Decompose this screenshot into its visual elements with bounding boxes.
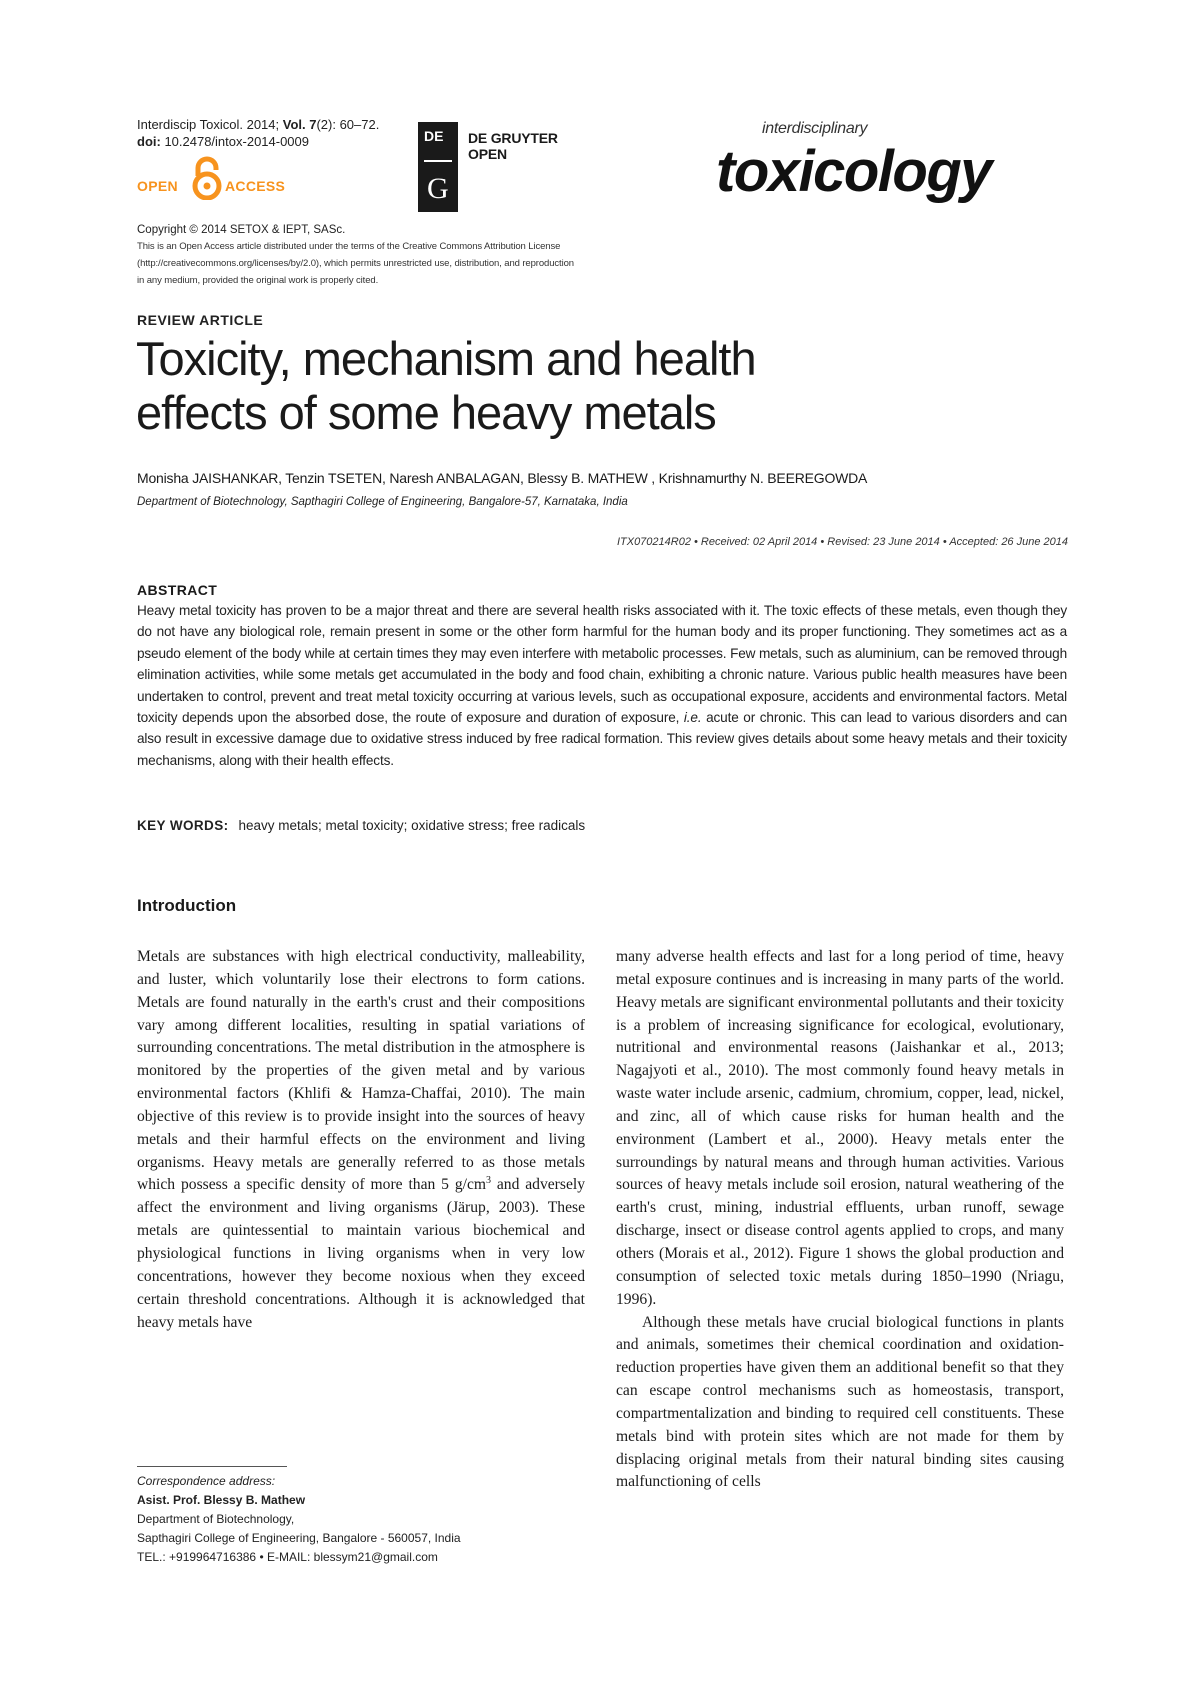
doi-label: doi: (137, 134, 161, 149)
intro-paragraph-1-continued: many adverse health effects and last for a long period of time, heavy metal exposure continues and is increasing in many parts of the world. Heavy metals are significant environmental pollutants and their toxicity is a problem of increasing significance for ecological, evolutionary, nutritional and environmental reasons (Jaishankar et al., 2013; Nagajyoti et al., 2010). The most commonly found heavy metals in waste water include arsenic, cadmium, chromium, copper, lead, nickel, and zinc, all of which cause risks for human health and the environment (Lambert et al., 2000). Heavy metals enter the surroundings by natural means and through human activities. Various sources of heavy metals include soil erosion, natural weathering of the earth's crust, mining, industrial effluents, urban runoff, sewage discharge, insect or disease control agents applied to crops, and many others (Morais et al., 2012). Figure 1 shows the global production and consumption of selected toxic metals during 1850–1990 (Nriagu, 1996). (616, 948, 1064, 1308)
superscript-3: 3 (486, 1175, 491, 1187)
publisher-name-line1: DE GRUYTER (468, 130, 558, 146)
doi-link[interactable]: 10.2478/intox-2014-0009 (160, 134, 310, 149)
open-access-logo (137, 156, 289, 200)
journal-ref-suffix: (2): 60–72. (316, 117, 380, 132)
correspondence-college: Sapthagiri College of Engineering, Bangalore - 560057, India (137, 1531, 461, 1545)
license-notice: This is an Open Access article distributed under the terms of the Creative Commons Attribution License (http://creativecommons.org/licenses/by/2.0), which permits unrestricted use, distribution, and reproduction in any medium, provided the original work is properly cited. (137, 241, 574, 286)
body-column-left (137, 946, 585, 1334)
body-column-right (616, 946, 1064, 1494)
section-heading-introduction: Introduction (137, 896, 237, 915)
padlock-icon (189, 156, 225, 200)
intro-paragraph-2: Although these metals have crucial biological functions in plants and animals, sometimes their chemical coordination and oxidation-reduction properties have given them an additional benefit so that they can escape control mechanisms such as homeostasis, transport, compartmentalization and binding to required cell constituents. These metals bind with protein sites which are not made for them by displacing original metals from their natural binding sites causing malfunctioning of cells (616, 1313, 1064, 1491)
journal-logo: toxicology (716, 139, 992, 204)
correspondence-department: Department of Biotechnology, (137, 1512, 295, 1526)
journal-reference (137, 116, 379, 150)
correspondence-contact[interactable]: TEL.: +919964716386 • E-MAIL: blessym21@gmail.com (137, 1550, 438, 1564)
publisher-name (468, 130, 558, 162)
article-title-line2: effects of some heavy metals (136, 386, 716, 439)
correspondence-label: Correspondence address: (137, 1474, 276, 1488)
intro-paragraph-1 (137, 946, 585, 1334)
abstract-text-part1: Heavy metal toxicity has proven to be a major threat and there are several health risks associated with it. The toxic effects of these metals, even though they do not have any biological role, remain present in some or the other form harmful for the human body and its proper functioning. They sometimes act as a pseudo element of the body while at certain times they may even interfere with metabolic processes. Few metals, such as aluminium, can be removed through elimination activities, while some metals get accumulated in the body and food chain, exhibiting a chronic nature. Various public health measures have been undertaken to control, prevent and treat metal toxicity occurring at various levels, such as occupational exposure, accidents and environmental factors. Metal toxicity depends upon the absorbed dose, the route of exposure and duration of exposure, (137, 603, 1067, 726)
abstract-text-part2: acute or chronic. This can lead to various disorders and can also result in excessive damage due to oxidative stress induced by free radical formation. This review gives details about some heavy metals and their toxicity mechanisms, along with their health effects. (137, 710, 1067, 768)
keywords-label: KEY WORDS: (137, 818, 229, 833)
journal-ref-volume: Vol. 7 (282, 117, 317, 132)
publisher-mark-top: DE (424, 128, 444, 144)
abstract-ie: i.e. (683, 710, 702, 726)
footnote-rule (137, 1466, 287, 1467)
intro-paragraph-1-text-b: and adversely affect the environment and living organisms (Järup, 2003). These metals are quintessential to maintain various biochemical and physiological functions in living organisms when in very low concentrations, however they become noxious when they exceed certain threshold concentrations. Although it is acknowledged that heavy metals have (137, 1176, 585, 1331)
abstract-heading: ABSTRACT (137, 582, 218, 598)
journal-logo-subtitle: interdisciplinary (762, 120, 868, 137)
open-access-left-word: OPEN (137, 178, 178, 194)
open-access-right-word: ACCESS (225, 178, 286, 194)
article-title (136, 332, 916, 440)
journal-ref-prefix: Interdiscip Toxicol. 2014; (137, 117, 283, 132)
intro-paragraph-1-text-a: Metals are substances with high electrical conductivity, malleability, and luster, which voluntarily lose their electrons to form cations. Metals are found naturally in the earth's crust and their compositions vary among different localities, resulting in spatial variations of surrounding concentrations. The metal distribution in the atmosphere is monitored by the properties of the given metal and by various environmental factors (Khlifi & Hamza-Chaffai, 2010). The main objective of this review is to provide insight into the sources of heavy metals and their harmful effects on the environment and living organisms. Heavy metals are generally referred to as those metals which possess a specific density of more than 5 g/cm (137, 948, 585, 1194)
publisher-mark-divider (424, 160, 452, 162)
keywords-value: heavy metals; metal toxicity; oxidative stress; free radicals (238, 818, 586, 833)
correspondence-footnote (137, 1472, 461, 1567)
author-list: Monisha JAISHANKAR, Tenzin TSETEN, Naresh ANBALAGAN, Blessy B. MATHEW , Krishnamurthy N. BEEREGOWDA (137, 470, 868, 486)
keywords (137, 818, 585, 833)
copyright-notice: Copyright © 2014 SETOX & IEPT, SASc. (137, 224, 346, 236)
article-dates: ITX070214R02 • Received: 02 April 2014 • Revised: 23 June 2014 • Accepted: 26 June 2014 (616, 536, 1068, 548)
publisher-mark-bottom: G (427, 172, 449, 205)
affiliation: Department of Biotechnology, Sapthagiri College of Engineering, Bangalore-57, Karnataka, India (137, 496, 628, 508)
correspondence-name: Asist. Prof. Blessy B. Mathew (137, 1493, 306, 1507)
article-type: REVIEW ARTICLE (137, 312, 264, 328)
abstract-text (137, 600, 1067, 771)
article-title-line1: Toxicity, mechanism and health (136, 332, 756, 385)
publisher-mark (418, 122, 458, 212)
publisher-name-line2: OPEN (468, 146, 507, 162)
